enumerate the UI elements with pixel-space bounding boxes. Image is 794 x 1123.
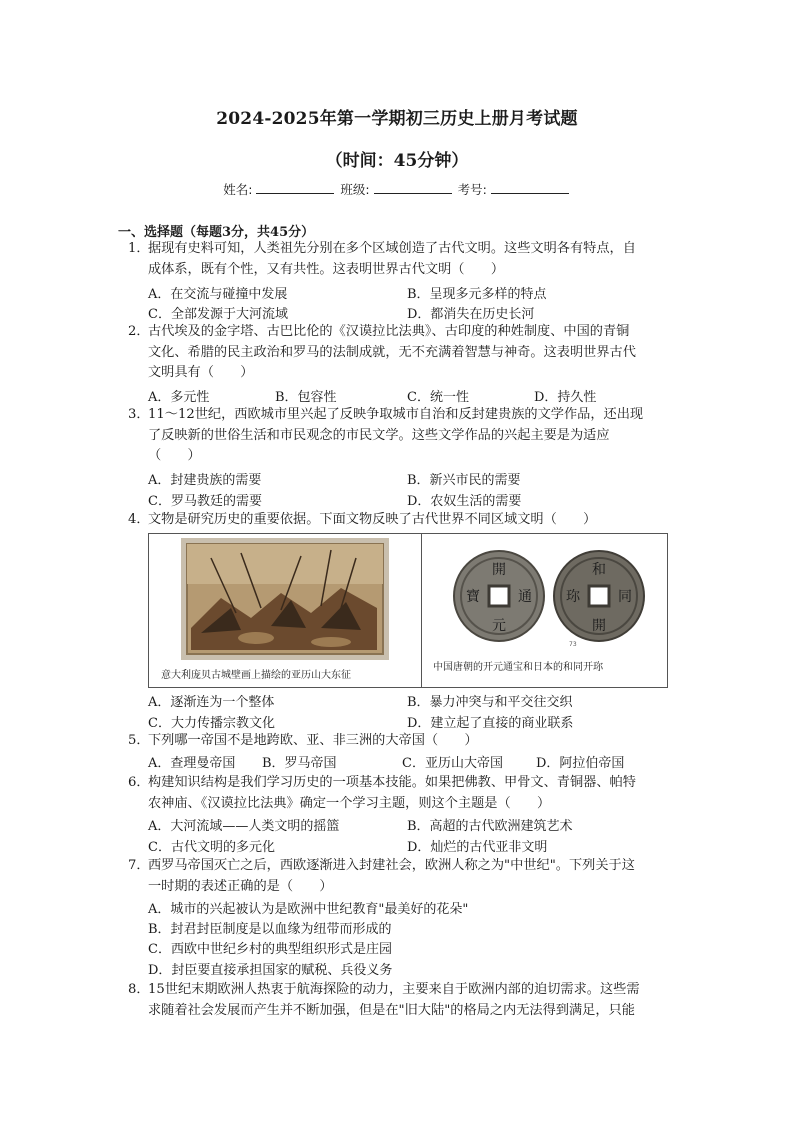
question-line: 农神庙、《汉谟拉比法典》确定一个学习主题，则这个主题是（ ）: [148, 795, 551, 811]
question-line: 据现有史料可知，人类祖先分别在多个区域创造了古代文明。这些文明各有特点，自: [148, 241, 636, 256]
coin-char: 和: [592, 562, 606, 578]
exam-no-blank[interactable]: [491, 182, 569, 194]
question-line: （ ）: [148, 448, 201, 464]
question-number: 7．: [128, 858, 150, 873]
coin-char: 開: [492, 562, 506, 578]
question-line: 11～12世纪，西欧城市里兴起了反映争取城市自治和反封建贵族的文学作品，还出现: [148, 407, 644, 422]
option-c[interactable]: C．西欧中世纪乡村的典型组织形式是庄园: [148, 942, 392, 957]
option-d[interactable]: D．封臣要直接承担国家的赋税、兵役义务: [148, 963, 393, 978]
question-number: 6．: [128, 775, 150, 790]
exam-time: （时间：45分钟）: [325, 151, 469, 171]
option-b[interactable]: B．罗马帝国: [262, 756, 337, 771]
option-c[interactable]: C．全部发源于大河流域: [148, 307, 288, 322]
question-5: [128, 731, 673, 752]
question-number: 1．: [128, 241, 150, 256]
coin-char: 元: [492, 618, 506, 634]
name-blank[interactable]: [256, 182, 334, 194]
question-line: 构建知识结构是我们学习历史的一项基本技能。如果把佛教、甲骨文、青铜器、帕特: [148, 775, 636, 790]
question-line: 西罗马帝国灭亡之后，西欧逐渐进入封建社会，欧洲人称之为"中世纪"。下列关于这: [148, 858, 635, 873]
option-b[interactable]: B．高超的古代欧洲建筑艺术: [407, 819, 573, 834]
coins-image: [449, 544, 649, 654]
option-b[interactable]: B．呈现多元多样的特点: [407, 287, 547, 302]
option-a[interactable]: A．多元性: [148, 390, 210, 405]
question-number: 3．: [128, 407, 150, 422]
option-c[interactable]: C．亚历山大帝国: [402, 756, 503, 771]
question-number: 5．: [128, 733, 150, 748]
question-line: 下列哪一帝国不是地跨欧、亚、非三洲的大帝国（ ）: [148, 733, 478, 748]
class-blank[interactable]: [374, 182, 452, 194]
option-d[interactable]: D．阿拉伯帝国: [536, 756, 625, 771]
question-number: 2．: [128, 324, 150, 339]
coin-char: 開: [592, 618, 606, 634]
question-line: 文明具有（ ）: [148, 365, 254, 381]
coin-mark: 73: [569, 641, 577, 648]
coin-char: 通: [518, 589, 532, 605]
figure-divider: [421, 534, 422, 687]
option-d[interactable]: D．都消失在历史长河: [407, 307, 535, 322]
option-a[interactable]: A．在交流与碰撞中发展: [148, 287, 288, 302]
option-d[interactable]: D．持久性: [534, 390, 597, 405]
coin-char: 珎: [566, 589, 580, 605]
option-c[interactable]: C．大力传播宗教文化: [148, 716, 275, 731]
name-label: 姓名:: [223, 182, 253, 197]
question-8: [128, 980, 673, 1021]
option-c[interactable]: C．统一性: [407, 390, 469, 405]
question-1: [128, 239, 673, 280]
artifact-figure-table: [148, 533, 668, 688]
section-title: 一、选择题（每题3分，共45分）: [118, 225, 315, 240]
question-4: [128, 510, 673, 531]
question-line: 文化、希腊的民主政治和罗马的法制成就，无不充满着智慧与神奇。这表明世界古代: [148, 344, 636, 360]
question-line: 文物是研究历史的重要依据。下面文物反映了古代世界不同区域文明（ ）: [148, 512, 597, 527]
question-line: 古代埃及的金字塔、古巴比伦的《汉谟拉比法典》、古印度的种姓制度、中国的青铜: [148, 324, 630, 339]
option-a[interactable]: A．查理曼帝国: [148, 756, 236, 771]
exam-no-label: 考号:: [457, 182, 487, 197]
coins-caption: 中国唐朝的开元通宝和日本的和同开珎: [433, 662, 603, 673]
option-a[interactable]: A．封建贵族的需要: [148, 473, 262, 488]
option-d[interactable]: D．农奴生活的需要: [407, 494, 522, 509]
question-line: 求随着社会发展而产生并不断加强，但是在"旧大陆"的格局之内无法得到满足，只能: [148, 1002, 635, 1018]
option-a[interactable]: A．逐渐连为一个整体: [148, 695, 275, 710]
class-label: 班级:: [340, 182, 370, 197]
question-line: 成体系，既有个性，又有共性。这表明世界古代文明（ ）: [148, 261, 505, 277]
option-b[interactable]: B．新兴市民的需要: [407, 473, 521, 488]
option-b[interactable]: B．包容性: [275, 390, 337, 405]
option-b[interactable]: B．暴力冲突与和平交往交织: [407, 695, 573, 710]
option-c[interactable]: C．古代文明的多元化: [148, 840, 275, 855]
question-number: 4．: [128, 512, 150, 527]
option-a[interactable]: A．城市的兴起被认为是欧洲中世纪教育"最美好的花朵": [148, 902, 469, 917]
question-number: 8．: [128, 982, 150, 997]
coin-char: 寶: [466, 589, 480, 605]
question-2: [128, 322, 673, 384]
question-7: [128, 856, 673, 897]
option-d[interactable]: D．建立起了直接的商业联系: [407, 716, 574, 731]
student-info-row: [0, 180, 794, 198]
question-line: 了反映新的世俗生活和市民观念的市民文学。这些文学作品的兴起主要是为适应: [148, 427, 610, 443]
mosaic-caption: 意大利庞贝古城壁画上描绘的亚历山大东征: [161, 670, 351, 681]
option-c[interactable]: C．罗马教廷的需要: [148, 494, 262, 509]
question-line: 一时期的表述正确的是（ ）: [148, 878, 333, 894]
question-6: [128, 773, 673, 814]
option-d[interactable]: D．灿烂的古代亚非文明: [407, 840, 548, 855]
exam-title: 2024-2025年第一学期初三历史上册月考试题: [216, 109, 578, 129]
option-a[interactable]: A．大河流域——人类文明的摇篮: [148, 819, 340, 834]
alexander-mosaic-image: [181, 538, 389, 660]
question-line: 15世纪末期欧洲人热衷于航海探险的动力，主要来自于欧洲内部的迫切需求。这些需: [148, 982, 640, 997]
option-b[interactable]: B．封君封臣制度是以血缘为纽带而形成的: [148, 922, 392, 937]
coin-char: 同: [618, 589, 632, 605]
question-3: [128, 405, 673, 467]
